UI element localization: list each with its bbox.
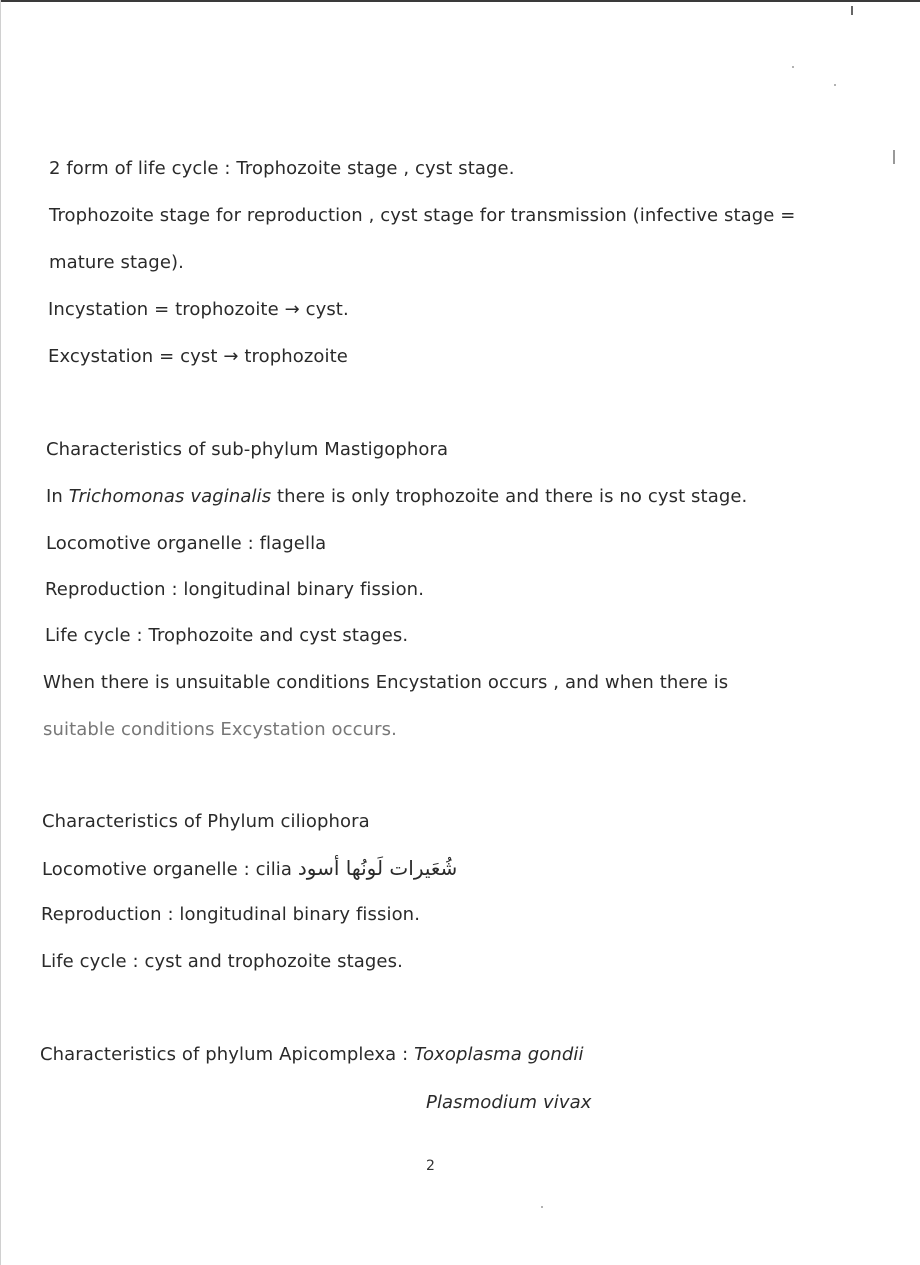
scan-edge-top bbox=[0, 0, 920, 2]
mastigophora-line-6: suitable conditions Excystation occurs. bbox=[43, 719, 397, 740]
species-trichomonas-vaginalis: Trichomonas vaginalis bbox=[68, 486, 272, 507]
intro-line-2: Trophozoite stage for reproduction , cyst stage for transmission (infective stage = bbox=[49, 205, 796, 226]
arabic-annotation: شُعَيرات لَونُها أسود bbox=[297, 856, 458, 880]
ciliophora-line-2: Reproduction : longitudinal binary fission. bbox=[41, 904, 421, 925]
mastigophora-line-1-prefix: In bbox=[46, 486, 69, 507]
mastigophora-line-2: Locomotive organelle : flagella bbox=[46, 533, 327, 554]
intro-line-4: Incystation = trophozoite → cyst. bbox=[48, 299, 349, 320]
apicomplexa-heading-text: Characteristics of phylum Apicomplexa : bbox=[40, 1044, 415, 1065]
species-plasmodium-vivax: Plasmodium vivax bbox=[426, 1092, 592, 1113]
scan-mark-top-right bbox=[851, 6, 853, 15]
mastigophora-heading: Characteristics of sub-phylum Mastigophora bbox=[46, 439, 449, 460]
scan-speck bbox=[792, 66, 794, 68]
scan-mark-right-edge bbox=[893, 150, 895, 164]
intro-line-1: 2 form of life cycle : Trophozoite stage , cyst stage. bbox=[49, 158, 515, 179]
species-toxoplasma-gondii: Toxoplasma gondii bbox=[414, 1044, 584, 1065]
mastigophora-line-3: Reproduction : longitudinal binary fission. bbox=[45, 579, 425, 600]
page-number: 2 bbox=[426, 1158, 435, 1174]
scan-edge-left bbox=[0, 0, 1, 1265]
ciliophora-line-1-prefix: Locomotive organelle : cilia bbox=[42, 859, 298, 880]
apicomplexa-heading bbox=[40, 1044, 584, 1066]
mastigophora-line-1 bbox=[46, 486, 747, 508]
ciliophora-heading: Characteristics of Phylum ciliophora bbox=[42, 811, 370, 832]
intro-line-5: Excystation = cyst → trophozoite bbox=[48, 346, 348, 367]
intro-line-3: mature stage). bbox=[49, 252, 184, 273]
ciliophora-line-1 bbox=[42, 857, 457, 881]
mastigophora-line-1-suffix: there is only trophozoite and there is no cyst stage. bbox=[271, 486, 748, 507]
scan-speck bbox=[834, 84, 836, 86]
mastigophora-line-5: When there is unsuitable conditions Encystation occurs , and when there is bbox=[43, 672, 729, 693]
scan-speck bbox=[541, 1206, 543, 1208]
ciliophora-line-3: Life cycle : cyst and trophozoite stages. bbox=[41, 951, 403, 972]
mastigophora-line-4: Life cycle : Trophozoite and cyst stages. bbox=[45, 625, 409, 646]
